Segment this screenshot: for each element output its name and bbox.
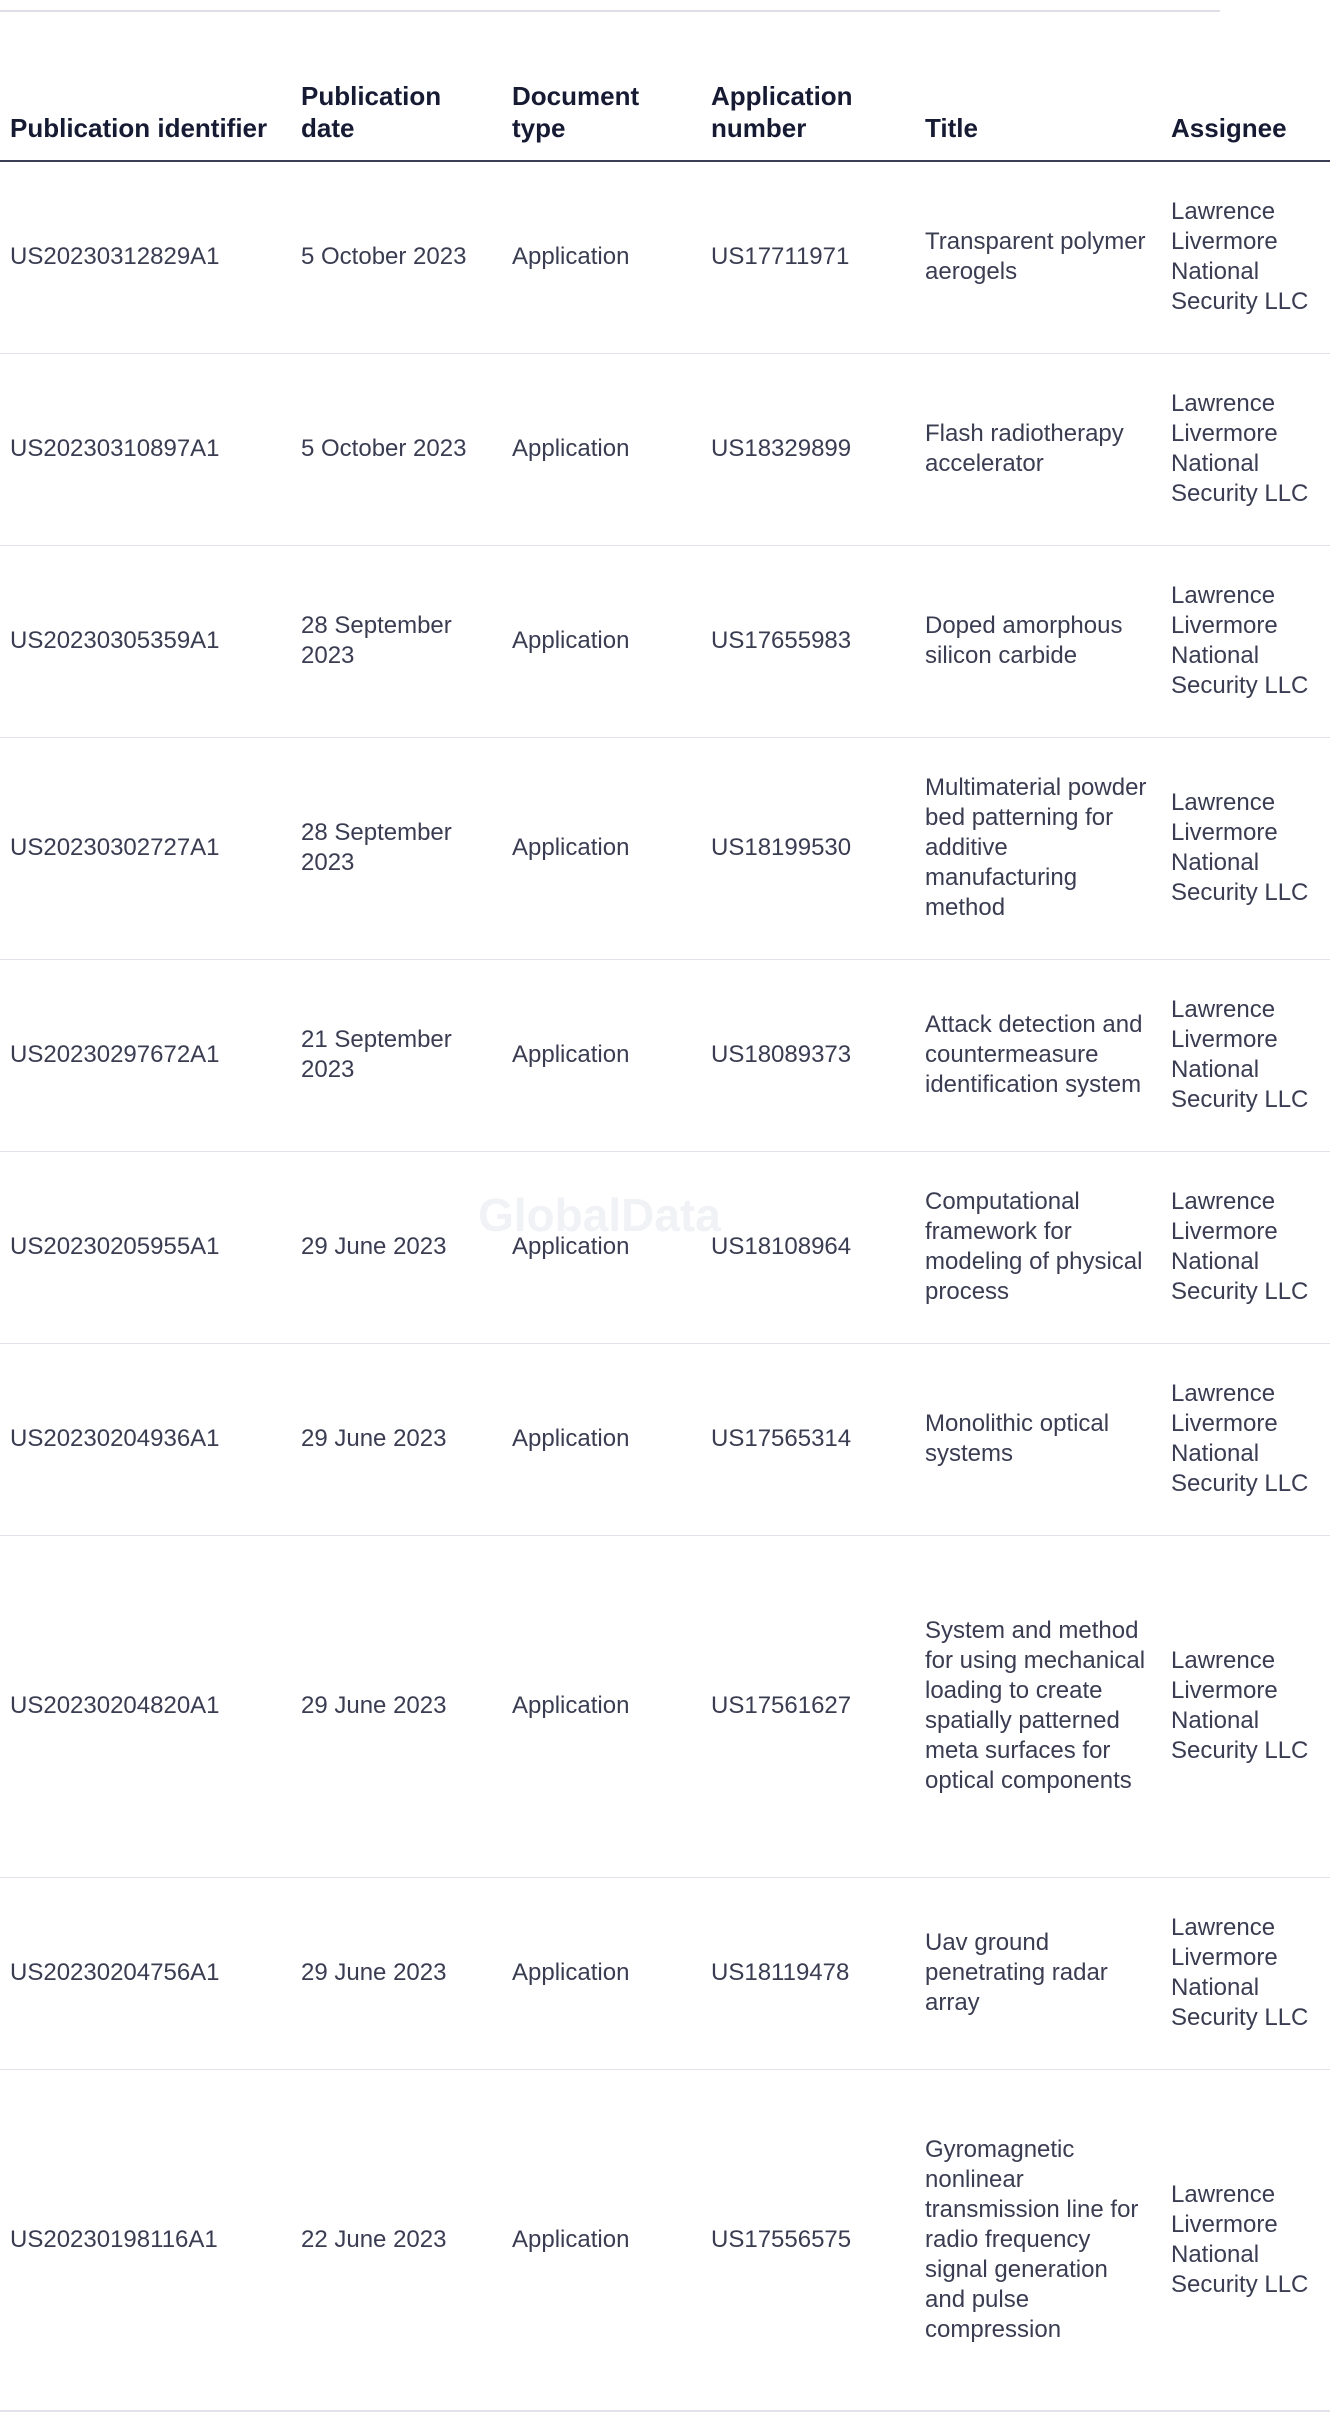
publication-identifier-cell: US20230204820A1 [0,1535,291,1877]
publication-date-cell: 5 October 2023 [291,161,502,353]
publication-date-cell: 28 September 2023 [291,737,502,959]
table-row [0,545,1330,737]
assignee-cell: Lawrence Livermore National Security LLC [1161,161,1330,353]
table-row [0,1877,1330,2069]
document-type-cell: Application [502,1877,701,2069]
document-type-cell: Application [502,2069,701,2411]
watermark: GlobalData [478,1189,721,1241]
publication-date-cell: 28 September 2023 [291,545,502,737]
publication-identifier-cell: US20230297672A1 [0,959,291,1151]
title-cell: Attack detection and countermeasure identification system [915,959,1161,1151]
application-number-cell: US18199530 [701,737,915,959]
publication-identifier-cell: US20230198116A1 [0,2069,291,2411]
publication-identifier-cell: US20230204756A1 [0,1877,291,2069]
table-row [0,1151,1330,1343]
document-type-cell: Application [502,161,701,353]
publication-identifier-cell: US20230312829A1 [0,161,291,353]
publication-date-cell: 21 September 2023 [291,959,502,1151]
assignee-cell: Lawrence Livermore National Security LLC [1161,1151,1330,1343]
table-row [0,959,1330,1151]
document-type-cell: Application [502,1151,701,1343]
assignee-cell: Lawrence Livermore National Security LLC [1161,959,1330,1151]
application-number-cell: US17655983 [701,545,915,737]
application-number-cell: US18119478 [701,1877,915,2069]
title-cell: Transparent polymer aerogels [915,161,1161,353]
publication-date-cell: 29 June 2023 [291,1151,502,1343]
header-application-number: Application number [701,68,915,161]
assignee-cell: Lawrence Livermore National Security LLC [1161,1535,1330,1877]
application-number-cell: US17561627 [701,1535,915,1877]
table-row [0,1535,1330,1877]
header-title: Title [915,68,1161,161]
document-type-cell: Application [502,737,701,959]
header-publication-identifier: Publication identifier [0,68,291,161]
publication-date-cell: 5 October 2023 [291,353,502,545]
header-assignee: Assignee [1161,68,1330,161]
header-publication-date: Publication date [291,68,502,161]
table-body [0,161,1330,2411]
application-number-cell: US18329899 [701,353,915,545]
header-document-type: Document type [502,68,701,161]
assignee-cell: Lawrence Livermore National Security LLC [1161,1343,1330,1535]
table-row [0,2069,1330,2411]
title-cell: Uav ground penetrating radar array [915,1877,1161,2069]
publication-identifier-cell: US20230302727A1 [0,737,291,959]
assignee-cell: Lawrence Livermore National Security LLC [1161,2069,1330,2411]
patent-table [0,68,1330,2412]
title-cell: Computational framework for modeling of physical process [915,1151,1161,1343]
application-number-cell: US17556575 [701,2069,915,2411]
publication-date-cell: 29 June 2023 [291,1535,502,1877]
table-row [0,353,1330,545]
table-header [0,68,1330,161]
publication-identifier-cell: US20230205955A1 [0,1151,291,1343]
document-type-cell: Application [502,1343,701,1535]
document-type-cell: Application [502,545,701,737]
publication-date-cell: 22 June 2023 [291,2069,502,2411]
title-cell: System and method for using mechanical loading to create spatially patterned meta surfaces for optical components [915,1535,1161,1877]
application-number-cell: US17711971 [701,161,915,353]
assignee-cell: Lawrence Livermore National Security LLC [1161,1877,1330,2069]
publication-identifier-cell: US20230310897A1 [0,353,291,545]
application-number-cell: US17565314 [701,1343,915,1535]
application-number-cell: US18108964 [701,1151,915,1343]
assignee-cell: Lawrence Livermore National Security LLC [1161,737,1330,959]
document-type-cell: Application [502,1535,701,1877]
publication-date-cell: 29 June 2023 [291,1343,502,1535]
application-number-cell: US18089373 [701,959,915,1151]
title-cell: Monolithic optical systems [915,1343,1161,1535]
header-row [0,68,1330,161]
title-cell: Flash radiotherapy accelerator [915,353,1161,545]
document-type-cell: Application [502,353,701,545]
publication-date-cell: 29 June 2023 [291,1877,502,2069]
table-row [0,1343,1330,1535]
title-cell: Doped amorphous silicon carbide [915,545,1161,737]
title-cell: Multimaterial powder bed patterning for additive manufacturing method [915,737,1161,959]
document-type-cell: Application [502,959,701,1151]
table-row [0,737,1330,959]
publication-identifier-cell: US20230204936A1 [0,1343,291,1535]
table-row [0,161,1330,353]
assignee-cell: Lawrence Livermore National Security LLC [1161,545,1330,737]
title-cell: Gyromagnetic nonlinear transmission line for radio frequency signal generation and pulse compression [915,2069,1161,2411]
assignee-cell: Lawrence Livermore National Security LLC [1161,353,1330,545]
publication-identifier-cell: US20230305359A1 [0,545,291,737]
